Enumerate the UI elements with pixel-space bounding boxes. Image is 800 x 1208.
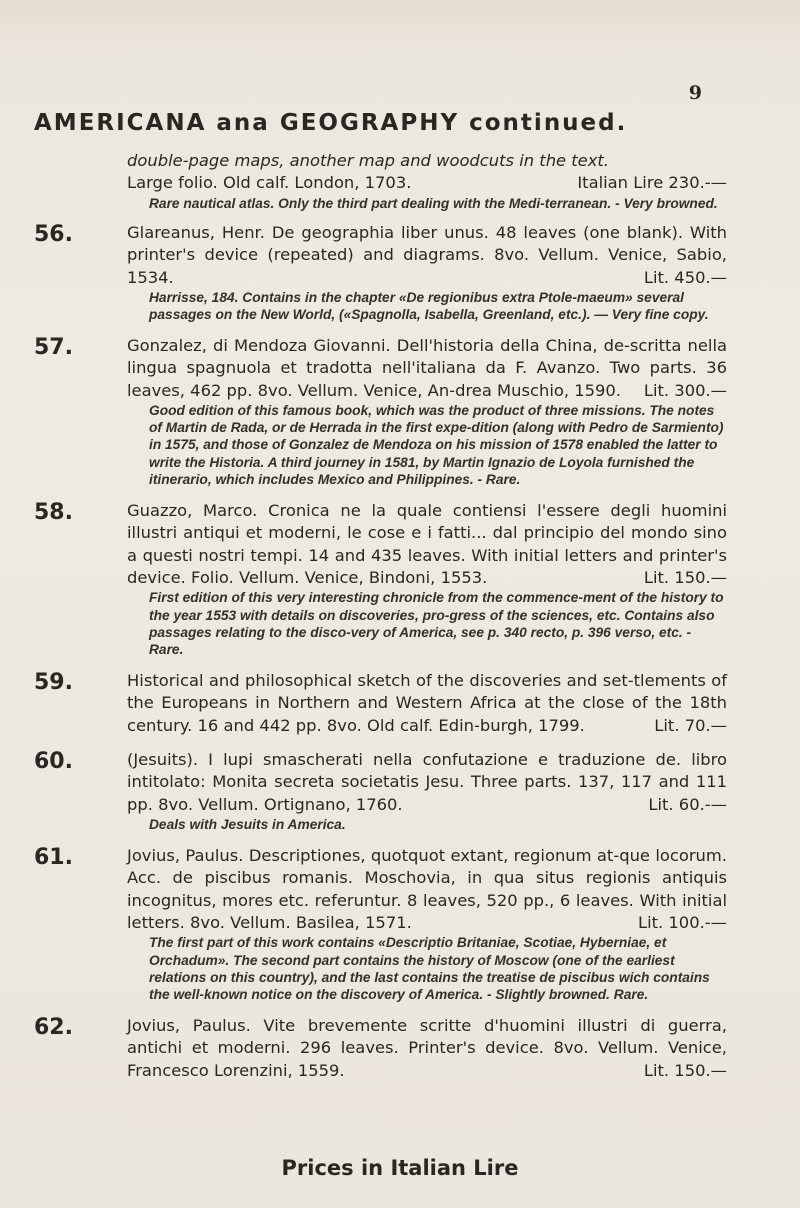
entry-description: (Jesuits). I lupi smascherati nella confutazione e traduzione de. libro intitolato: Monita secreta societatis Jesu. Three parts. 137, 117 and 111 pp. 8vo. Vellum. Ortignano, 1760. Lit. 60.-— bbox=[127, 749, 727, 816]
entry-description: Jovius, Paulus. Descriptiones, quotquot extant, regionum at-que locorum. Acc. de piscibus romanis. Moschovia, in qua situs regionis antiquis incognitus, mores etc. referuntur. 8 leaves, 520 pp., 6 leaves. With initial letters. 8vo. Vellum. Basilea, 1571. Lit. 100.-— bbox=[127, 845, 727, 934]
entry-price: Lit. 450.— bbox=[643, 267, 727, 287]
continued-entry-line1: double-page maps, another map and woodcuts in the text. bbox=[127, 151, 609, 170]
entry-description: Historical and philosophical sketch of the discoveries and set-tlements of the Europeans in Northern and Western Africa at the close of the 18th century. 16 and 442 pp. 8vo. Old calf. Edin-burgh, 1799. Lit. 70.— bbox=[127, 670, 727, 737]
entry-price: Lit. 60.-— bbox=[648, 794, 727, 814]
entry-description: Glareanus, Henr. De geographia liber unus. 48 leaves (one blank). With printer's device (repeated) and diagrams. 8vo. Vellum. Venice, Sabio, 1534. Lit. 450.— bbox=[127, 222, 727, 289]
entry-number: 61. bbox=[34, 845, 73, 870]
entry-price: Lit. 70.— bbox=[654, 715, 727, 735]
continued-entry-line2 bbox=[127, 172, 727, 194]
catalogue-entry bbox=[34, 845, 734, 1003]
entry-description: Gonzalez, di Mendoza Giovanni. Dell'historia della China, de-scritta nella lingua spagnuola et tradotta nell'italiana da F. Avanzo. Two parts. 36 leaves, 462 pp. 8vo. Vellum. Venice, An-drea Muschio, 1590. Lit. 300.— bbox=[127, 335, 727, 402]
continued-entry-price: Italian Lire 230.-— bbox=[577, 173, 727, 193]
continued-entry-imprint: Large folio. Old calf. London, 1703. bbox=[127, 173, 412, 193]
entry-number: 56. bbox=[34, 222, 73, 247]
catalogue-entry bbox=[34, 500, 734, 658]
entry-note: Deals with Jesuits in America. bbox=[149, 817, 346, 833]
entry-price: Lit. 300.— bbox=[643, 380, 727, 400]
continued-entry bbox=[127, 150, 727, 212]
catalogue-entry bbox=[34, 1015, 734, 1082]
page-number: 9 bbox=[688, 82, 702, 104]
entry-note: The first part of this work contains «Descriptio Britaniae, Scotiae, Hyberniae, et Orchadum». The second part contains the history of Moscow (one of the earliest relations on this country), and the last contains the treatise de piscibus wich contains the well-known notice on the discovery of America. - Slightly browned. Rare. bbox=[149, 935, 710, 1003]
entry-note: First edition of this very interesting chronicle from the commence-ment of the history to the year 1553 with details on discoveries, pro-gress of the sciences, etc. Contains also passages relating to the disco-very of America, see p. 340 recto, p. 396 verso, etc. - Rare. bbox=[149, 590, 724, 658]
entry-description: Guazzo, Marco. Cronica ne la quale contiensi l'essere degli huomini illustri antiqui et moderni, le cose e i fatti... dal principio del mondo sino a questi nostri tempi. 14 and 435 leaves. With initial letters and printer's device. Folio. Vellum. Venice, Bindoni, 1553. Lit. 150.— bbox=[127, 500, 727, 589]
entry-price: Lit. 100.-— bbox=[638, 913, 727, 933]
catalogue-entry bbox=[34, 670, 734, 737]
entry-number: 60. bbox=[34, 749, 73, 774]
catalogue-entry bbox=[34, 335, 734, 488]
entry-note: Good edition of this famous book, which was the product of three missions. The notes of Martin de Rada, or de Herrada in the first expe-dition (along with Pedro de Sarmiento) in 1575, and those of Gonzalez de Mendoza on his mission of 1578 enabled the latter to write the Historia. A third journey in 1581, by Martin Ignazio de Loyola furnished the itinerario, which includes Mexico and Philippines. - Rare. bbox=[149, 403, 724, 487]
entry-price: Lit. 150.— bbox=[643, 1060, 727, 1080]
entry-number: 62. bbox=[34, 1015, 73, 1040]
continued-entry-note: Rare nautical atlas. Only the third part dealing with the Medi-terranean. - Very browned. bbox=[149, 195, 718, 211]
section-heading: AMERICANA ana GEOGRAPHY continued. bbox=[34, 110, 628, 136]
catalogue-entry bbox=[34, 749, 734, 833]
entry-number: 58. bbox=[34, 500, 73, 525]
entry-description: Jovius, Paulus. Vite brevemente scritte d'huomini illustri di guerra, antichi et moderni. 296 leaves. Printer's device. 8vo. Vellum. Venice, Francesco Lorenzini, 1559. Lit. 150.— bbox=[127, 1015, 727, 1082]
footer-note: Prices in Italian Lire bbox=[281, 1156, 519, 1180]
entry-number: 57. bbox=[34, 335, 73, 360]
entry-number: 59. bbox=[34, 670, 73, 695]
entry-note: Harrisse, 184. Contains in the chapter «De regionibus extra Ptole-maeum» several passages on the New World, («Spagnolla, Isabella, Greenland, etc.). — Very fine copy. bbox=[149, 290, 709, 323]
catalogue-entry bbox=[34, 222, 734, 323]
entry-price: Lit. 150.— bbox=[643, 568, 727, 588]
